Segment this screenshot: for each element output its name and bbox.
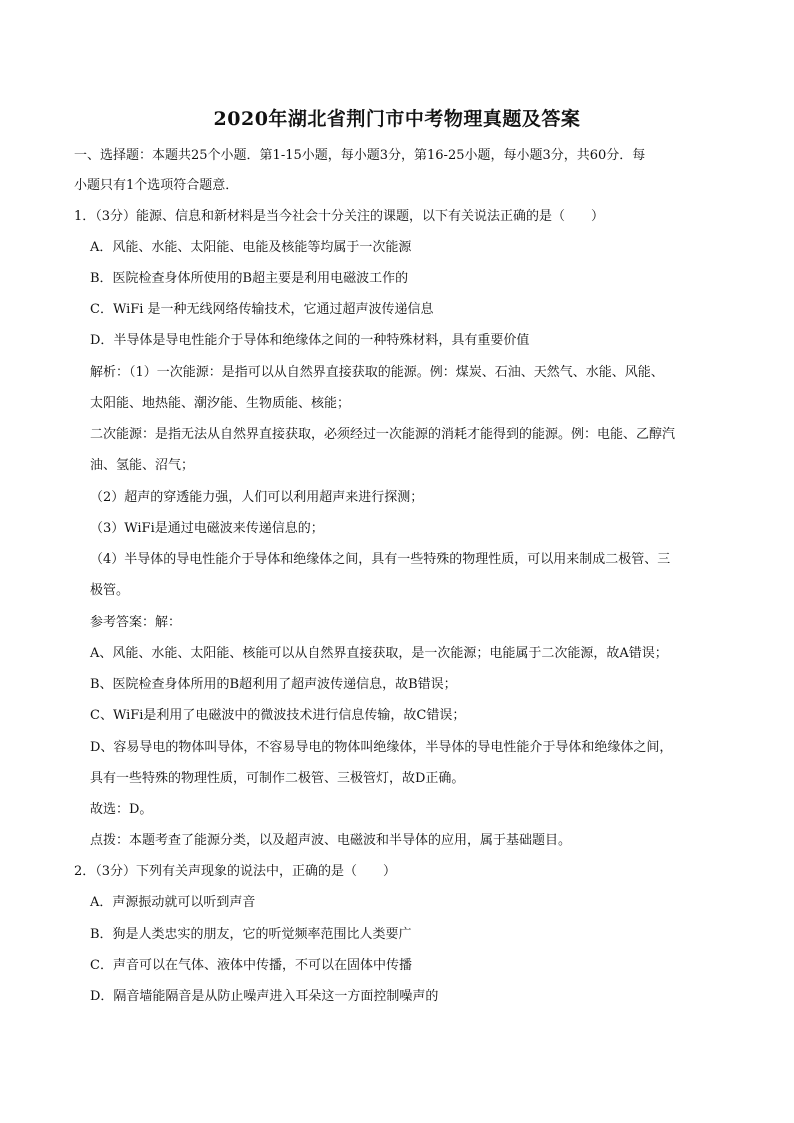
question-2-option-a: A．声源振动就可以听到声音 <box>90 895 256 910</box>
analysis-line: 极管。 <box>90 583 130 598</box>
answer-choice: 故选：D。 <box>90 802 153 817</box>
analysis-line: （4）半导体的导电性能介于导体和绝缘体之间，具有一些特殊的物理性质，可以用来制成二极管、三 <box>90 552 671 567</box>
answer-line: 参考答案：解： <box>90 615 182 630</box>
analysis-line: 太阳能、地热能、潮汐能、生物质能、核能； <box>90 396 351 411</box>
question-1-option-c: C．WiFi 是一种无线网络传输技术，它通过超声波传递信息 <box>90 302 434 317</box>
analysis-line: 油、氢能、沼气； <box>90 458 195 473</box>
question-1-option-d: D．半导体是导电性能介于导体和绝缘体之间的一种特殊材料，具有重要价值 <box>90 333 530 348</box>
question-1-option-b: B．医院检查身体所使用的B超主要是利用电磁波工作的 <box>90 271 409 286</box>
analysis-line: 二次能源：是指无法从自然界直接获取，必须经过一次能源的消耗才能得到的能源。例：电能、乙醇汽 <box>90 427 676 442</box>
question-1-stem: 1．（3分）能源、信息和新材料是当今社会十分关注的课题，以下有关说法正确的是（ ） <box>74 209 605 224</box>
section-heading: 一、选择题：本题共25个小题．第1-15小题，每小题3分，第16-25小题，每小题3分，共60分．每 <box>74 148 646 163</box>
answer-line: A、风能、水能、太阳能、核能可以从自然界直接获取，是一次能源；电能属于二次能源，故A错误； <box>90 646 668 661</box>
document-title: 2020年湖北省荆门市中考物理真题及答案 <box>213 108 581 130</box>
question-2-option-d: D．隔音墙能隔音是从防止噪声进入耳朵这一方面控制噪声的 <box>90 989 439 1004</box>
analysis-line: （3）WiFi是通过电磁波来传递信息的； <box>90 521 324 536</box>
question-1-option-a: A．风能、水能、太阳能、电能及核能等均属于一次能源 <box>90 240 412 255</box>
answer-line: D、容易导电的物体叫导体，不容易导电的物体叫绝缘体，半导体的导电性能介于导体和绝缘体之间， <box>90 740 673 755</box>
answer-line: 具有一些特殊的物理性质，可制作二极管、三极管灯，故D正确。 <box>90 771 465 786</box>
question-2-stem: 2．（3分）下列有关声现象的说法中，正确的是（ ） <box>74 864 397 879</box>
answer-comment: 点拨：本题考查了能源分类，以及超声波、电磁波和半导体的应用，属于基础题目。 <box>90 833 572 848</box>
question-2-option-b: B．狗是人类忠实的朋友，它的听觉频率范围比人类要广 <box>90 927 412 942</box>
analysis-line: 解析：（1）一次能源：是指可以从自然界直接获取的能源。例：煤炭、石油、天然气、水能、风能、 <box>90 365 664 380</box>
answer-line: B、医院检查身体所用的B超利用了超声波传递信息，故B错误； <box>90 677 457 692</box>
analysis-line: （2）超声的穿透能力强，人们可以利用超声来进行探测； <box>90 490 424 505</box>
section-heading-cont: 小题只有1个选项符合题意． <box>74 178 239 193</box>
question-2-option-c: C．声音可以在气体、液体中传播，不可以在固体中传播 <box>90 958 412 973</box>
answer-line: C、WiFi是利用了电磁波中的微波技术进行信息传输，故C错误； <box>90 708 466 723</box>
